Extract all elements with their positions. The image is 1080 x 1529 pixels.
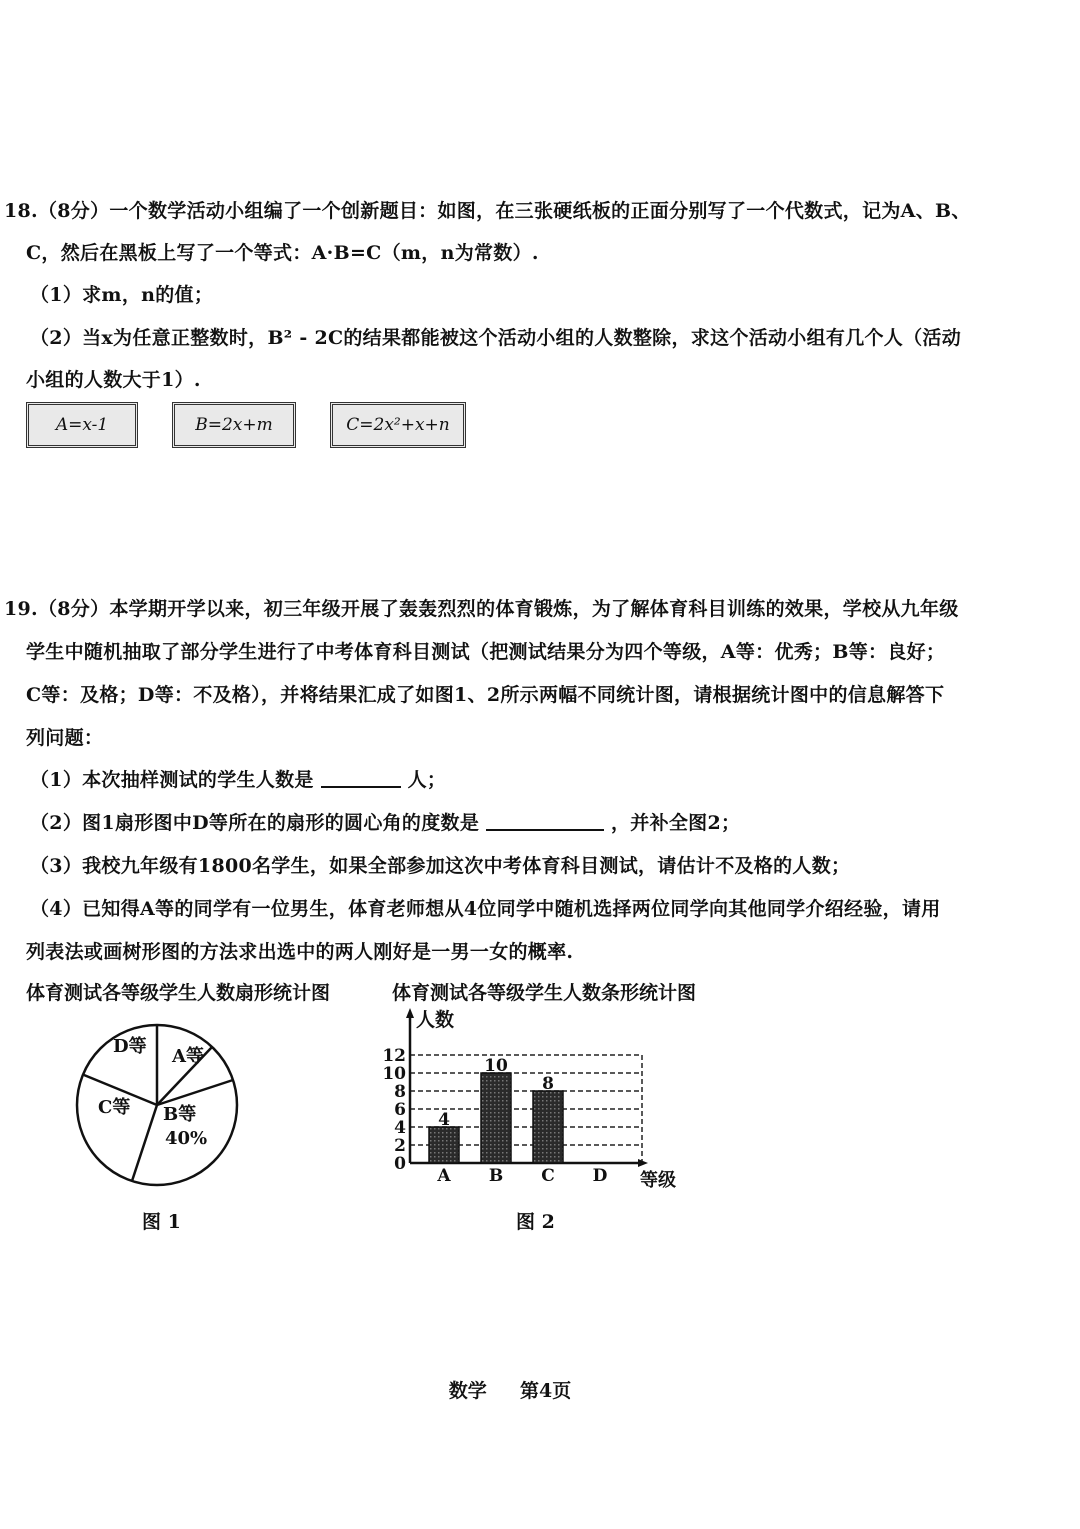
bar-c <box>533 1091 563 1163</box>
card-b: B=2x+m <box>172 402 296 448</box>
pie-label-c: C等 <box>98 1097 131 1118</box>
figure-1-caption: 图 1 <box>142 1211 181 1233</box>
q19-part-1 <box>30 765 446 792</box>
y-tick-label: 0 <box>394 1154 406 1174</box>
q19-line-3: C等：及格；D等：不及格），并将结果汇成了如图1、2所示两幅不同统计图，请根据统计图中的信息解答下 <box>26 684 945 706</box>
footer-page-number: 第4页 <box>520 1380 572 1402</box>
pie-label-b: B等 <box>163 1104 197 1125</box>
page-footer <box>0 1376 1020 1403</box>
pie-chart <box>60 1010 260 1190</box>
answer-blank-2[interactable] <box>486 811 604 831</box>
bar-value-label: 10 <box>484 1056 508 1076</box>
y-tick-label: 6 <box>394 1100 406 1120</box>
q19-line-4: 列问题： <box>26 727 104 749</box>
q19-part-3: （3）我校九年级有1800名学生，如果全部参加这次中考体育科目测试，请估计不及格的人数； <box>30 855 851 877</box>
bar-b <box>481 1073 511 1163</box>
q18-line-2: C，然后在黑板上写了一个等式：A·B=C（m，n为常数）. <box>26 242 539 264</box>
x-tick-label: C <box>541 1166 555 1186</box>
q19-line-2: 学生中随机抽取了部分学生进行了中考体育科目测试（把测试结果分为四个等级，A等：优秀；B等：良好； <box>26 641 946 663</box>
y-tick-label: 2 <box>394 1136 406 1156</box>
q19-line-1: 19.（8分）本学期开学以来，初三年级开展了轰轰烈烈的体育锻炼，为了解体育科目训练的效果，学校从九年级 <box>4 598 959 620</box>
pie-divider-4 <box>132 1105 157 1181</box>
y-tick-label: 12 <box>382 1046 406 1066</box>
bar-chart <box>370 1000 700 1200</box>
y-tick-label: 4 <box>394 1118 406 1138</box>
q19-part-1-text: （1）本次抽样测试的学生人数是 <box>30 769 314 791</box>
bar-value-label: 4 <box>438 1110 450 1130</box>
card-c: C=2x²+x+n <box>330 402 466 448</box>
y-axis-arrow <box>406 1008 414 1018</box>
y-tick-label: 8 <box>394 1082 406 1102</box>
bar-chart-title: 体育测试各等级学生人数条形统计图 <box>392 982 697 1004</box>
pie-label-a: A等 <box>172 1046 204 1067</box>
pie-chart-title: 体育测试各等级学生人数扇形统计图 <box>26 982 331 1004</box>
figure-2-caption: 图 2 <box>516 1211 555 1233</box>
x-tick-label: D <box>592 1166 608 1186</box>
footer-subject: 数学 <box>448 1380 487 1402</box>
q19-part-4b: 列表法或画树形图的方法求出选中的两人刚好是一男一女的概率. <box>26 941 574 963</box>
answer-blank-1[interactable] <box>321 768 401 788</box>
q19-part-4a: （4）已知得A等的同学有一位男生，体育老师想从4位同学中随机选择两位同学向其他同学介绍经验，请用 <box>30 898 941 920</box>
card-a: A=x-1 <box>26 402 138 448</box>
bar-a <box>429 1127 459 1163</box>
q18-part-2a: （2）当x为任意正整数时，B² - 2C的结果都能被这个活动小组的人数整除，求这个活动小组有几个人（活动 <box>30 327 961 349</box>
q18-line-1: 18.（8分）一个数学活动小组编了一个创新题目：如图，在三张硬纸板的正面分别写了一个代数式，记为A、B、 <box>4 200 971 222</box>
x-axis-label: 等级 <box>640 1170 676 1191</box>
y-tick-label: 10 <box>382 1064 406 1084</box>
x-axis-arrow <box>638 1159 648 1167</box>
y-axis-label: 人数 <box>416 1009 455 1031</box>
x-tick-label: A <box>437 1166 451 1186</box>
q19-part-2-tail: ，并补全图2； <box>610 812 741 834</box>
pie-label-b-percent: 40% <box>165 1128 208 1149</box>
q19-part-1-unit: 人； <box>407 769 447 791</box>
q19-part-2-text: （2）图1扇形图中D等所在的扇形的圆心角的度数是 <box>30 812 480 834</box>
q18-part-2b: 小组的人数大于1）. <box>26 369 201 391</box>
x-tick-label: B <box>488 1166 504 1186</box>
bar-value-label: 8 <box>542 1074 554 1094</box>
pie-label-d: D等 <box>113 1036 147 1057</box>
q18-part-1: （1）求m，n的值； <box>30 284 214 306</box>
q19-part-2 <box>30 808 740 835</box>
